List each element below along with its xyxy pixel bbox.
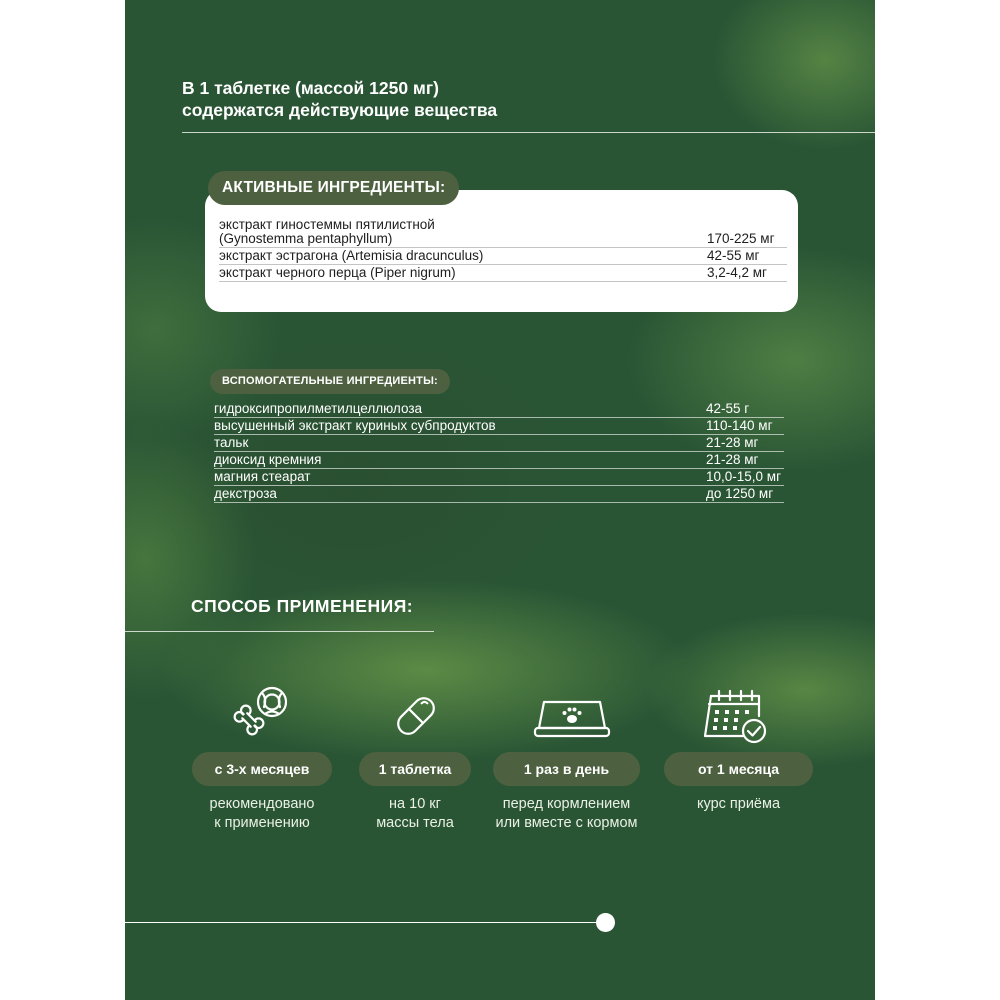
ingredient-name: экстракт эстрагона (Artemisia dracunculus) — [219, 248, 707, 265]
auxiliary-ingredient-row — [214, 452, 784, 469]
heading-line-2: содержатся действующие вещества — [182, 100, 498, 120]
ingredient-amount: 42-55 мг — [707, 248, 787, 265]
usage-frequency-description — [471, 795, 662, 833]
active-ingredients-label: АКТИВНЫЕ ИНГРЕДИЕНТЫ: — [208, 171, 459, 205]
ingredient-name: декстроза — [214, 486, 706, 503]
ingredient-name: (Gynostemma pentaphyllum) — [219, 231, 707, 248]
auxiliary-ingredients-label: ВСПОМОГАТЕЛЬНЫЕ ИНГРЕДИЕНТЫ: — [210, 369, 450, 394]
ingredient-amount: 21-28 мг — [706, 435, 784, 452]
usage-dose-badge: 1 таблетка — [359, 752, 471, 786]
description-line: рекомендовано — [209, 796, 315, 812]
active-ingredients-card — [205, 190, 798, 312]
pet-bowl-icon — [531, 695, 613, 739]
description-line: курс приёма — [696, 796, 781, 812]
page-heading — [182, 77, 497, 121]
ingredient-name: высушенный экстракт куриных субпродуктов — [214, 418, 706, 435]
ingredient-amount: 110-140 мг — [706, 418, 784, 435]
ingredient-name: магния стеарат — [214, 469, 706, 486]
usage-course-description — [664, 795, 813, 814]
usage-divider — [125, 631, 434, 632]
auxiliary-ingredient-row — [214, 435, 784, 452]
auxiliary-ingredient-row — [214, 486, 784, 503]
bone-and-ball-icon — [229, 680, 295, 742]
active-ingredient-line: экстракт гиностеммы пятилистной — [219, 217, 435, 232]
auxiliary-ingredient-row — [214, 401, 784, 418]
usage-course-badge: от 1 месяца — [664, 752, 813, 786]
description-line: на 10 кг — [389, 796, 441, 812]
usage-frequency-badge: 1 раз в день — [493, 752, 640, 786]
ingredient-amount: до 1250 мг — [706, 486, 784, 503]
description-line: массы тела — [376, 815, 454, 831]
ingredient-amount: 3,2-4,2 мг — [707, 265, 787, 282]
ingredient-name: гидроксипропилметилцеллюлоза — [214, 401, 706, 418]
ingredient-amount: 21-28 мг — [706, 452, 784, 469]
description-line: или вместе с кормом — [495, 815, 638, 831]
ingredient-name: экстракт черного перца (Piper nigrum) — [219, 265, 707, 282]
ingredient-name: тальк — [214, 435, 706, 452]
heading-line-1: В 1 таблетке (массой 1250 мг) — [182, 78, 439, 98]
auxiliary-ingredient-row — [214, 418, 784, 435]
auxiliary-ingredient-row — [214, 469, 784, 486]
usage-age-badge: с 3-х месяцев — [192, 752, 332, 786]
calendar-check-icon — [703, 688, 769, 746]
description-line: к применению — [214, 815, 310, 831]
slide-progress-line — [125, 922, 600, 923]
active-ingredient-row — [219, 265, 787, 282]
ingredient-amount: 42-55 г — [706, 401, 784, 418]
active-ingredient-row — [219, 248, 787, 265]
usage-title: СПОСОБ ПРИМЕНЕНИЯ: — [191, 596, 414, 616]
ingredient-name: диоксид кремния — [214, 452, 706, 469]
capsule-icon — [393, 690, 439, 742]
heading-divider — [182, 132, 875, 133]
usage-age-description — [179, 795, 345, 833]
ingredient-amount: 10,0-15,0 мг — [706, 469, 784, 486]
slide-progress-dot — [596, 913, 615, 932]
description-line: перед кормлением — [502, 796, 631, 812]
usage-dose-description — [345, 795, 485, 833]
ingredient-amount: 170-225 мг — [707, 231, 787, 248]
active-ingredient-row — [219, 231, 787, 248]
info-panel — [125, 0, 875, 1000]
